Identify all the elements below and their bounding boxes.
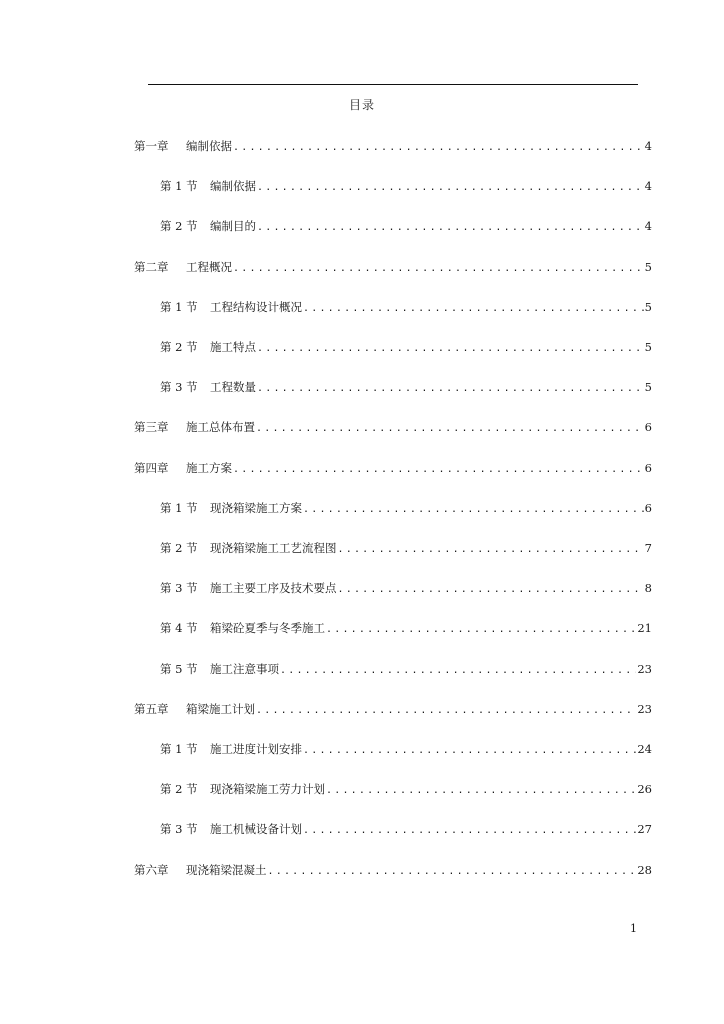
toc-entry-page: 6 <box>644 500 652 515</box>
toc-dot-leader <box>256 421 644 437</box>
toc-dot-leader <box>257 180 644 196</box>
toc-entry-number: 第二章 <box>134 259 169 274</box>
toc-entry[interactable] <box>134 862 652 880</box>
toc-entry-page: 5 <box>644 380 652 395</box>
toc-entry-number: 第 3 节 <box>160 581 198 596</box>
toc-entry-title: 施工注意事项 <box>210 661 279 676</box>
toc-dot-leader <box>257 220 644 236</box>
toc-entry-page: 7 <box>644 541 652 555</box>
toc-entry-number: 第一章 <box>134 139 169 153</box>
toc-entry-number: 第 2 节 <box>160 340 198 354</box>
toc-entry-number: 第五章 <box>134 701 169 716</box>
toc-entry-page: 6 <box>644 460 652 475</box>
toc-entry-number: 第 1 节 <box>160 742 198 756</box>
toc-dot-leader <box>268 864 637 880</box>
toc-dot-leader <box>303 823 636 839</box>
toc-entry-title: 现浇箱梁施工劳力计划 <box>210 782 325 797</box>
toc-entry[interactable] <box>160 540 652 558</box>
toc-entry[interactable] <box>160 741 652 759</box>
toc-entry[interactable] <box>160 781 652 799</box>
toc-dot-leader <box>338 582 644 598</box>
toc-entry-title: 施工进度计划安排 <box>210 742 302 756</box>
toc-entry-page: 5 <box>644 259 652 274</box>
toc-entry-number: 第 5 节 <box>160 661 198 676</box>
toc-entry-number: 第 1 节 <box>160 500 198 515</box>
toc-entry[interactable] <box>160 339 652 357</box>
toc-entry-page: 28 <box>637 862 652 877</box>
toc-entry[interactable] <box>160 379 652 397</box>
toc-dot-leader <box>256 703 636 719</box>
toc-entry-page: 26 <box>637 782 652 797</box>
toc-dot-leader <box>303 301 644 317</box>
toc-entry-title: 编制依据 <box>186 139 232 153</box>
toc-dot-leader <box>303 743 636 759</box>
toc-entry-title: 工程数量 <box>210 380 256 395</box>
toc-entry-title: 施工主要工序及技术要点 <box>210 581 337 596</box>
page-number: 1 <box>630 922 637 935</box>
toc-entry-number: 第 1 节 <box>160 179 198 194</box>
toc-entry-page: 4 <box>644 139 652 153</box>
toc-entry-number: 第 3 节 <box>160 822 198 837</box>
toc-entry[interactable] <box>160 620 652 638</box>
toc-entry-title: 现浇箱梁施工工艺流程图 <box>210 541 337 555</box>
toc-entry-page: 23 <box>637 661 652 676</box>
toc-entry-number: 第三章 <box>134 420 169 435</box>
toc-entry-title: 工程结构设计概况 <box>210 299 302 314</box>
toc-entry[interactable] <box>160 500 652 518</box>
toc-entry-number: 第 4 节 <box>160 621 198 636</box>
toc-entry-page: 6 <box>644 420 652 435</box>
toc-entry-page: 27 <box>637 822 652 837</box>
toc-dot-leader <box>326 783 636 799</box>
toc-dot-leader <box>233 462 644 478</box>
toc-entry[interactable] <box>160 178 652 196</box>
toc-entry-page: 8 <box>644 581 652 596</box>
toc-entry[interactable] <box>134 419 652 437</box>
toc-entry-page: 4 <box>644 179 652 194</box>
toc-entry-title: 工程概况 <box>186 259 232 274</box>
toc-entry-title: 编制目的 <box>210 219 256 234</box>
toc-dot-leader <box>257 341 644 357</box>
toc-entry-number: 第 2 节 <box>160 782 198 797</box>
toc-dot-leader <box>233 140 644 156</box>
toc-entry-number: 第 1 节 <box>160 299 198 314</box>
toc-entry-title: 施工机械设备计划 <box>210 822 302 837</box>
toc-dot-leader <box>233 261 644 277</box>
toc-entry-title: 施工总体布置 <box>186 420 255 435</box>
toc-dot-leader <box>326 622 636 638</box>
toc-dot-leader <box>257 381 644 397</box>
toc-entry-number: 第 2 节 <box>160 219 198 234</box>
toc-entry[interactable] <box>160 661 652 679</box>
toc-entry[interactable] <box>134 259 652 277</box>
toc-entry-title: 箱梁砼夏季与冬季施工 <box>210 621 325 636</box>
toc-entry[interactable] <box>134 701 652 719</box>
toc-entry-page: 24 <box>637 742 652 756</box>
toc-entry[interactable] <box>134 138 652 156</box>
toc-entry-number: 第四章 <box>134 460 169 475</box>
toc-entry-title: 施工特点 <box>210 340 256 354</box>
toc-entry-title: 箱梁施工计划 <box>186 701 255 716</box>
toc-dot-leader <box>280 663 636 679</box>
toc-entry-title: 编制依据 <box>210 179 256 194</box>
toc-entry-page: 4 <box>644 219 652 234</box>
toc-title: 目录 <box>348 98 375 112</box>
toc-entry-page: 21 <box>637 621 652 636</box>
toc-entry-page: 5 <box>644 340 652 354</box>
toc-entry-page: 23 <box>637 701 652 716</box>
toc-entry-page: 5 <box>644 299 652 314</box>
toc-entry[interactable] <box>160 299 652 317</box>
toc-dot-leader <box>303 502 644 518</box>
toc-entry[interactable] <box>160 821 652 839</box>
toc-entry[interactable] <box>160 580 652 598</box>
toc-entry-title: 现浇箱梁施工方案 <box>210 500 302 515</box>
toc-entry[interactable] <box>134 460 652 478</box>
toc-entry-title: 现浇箱梁混凝土 <box>186 862 267 877</box>
toc-entry-title: 施工方案 <box>186 460 232 475</box>
toc-entry-number: 第六章 <box>134 862 169 877</box>
toc-dot-leader <box>338 542 644 558</box>
toc-entry[interactable] <box>160 218 652 236</box>
toc-entry-number: 第 2 节 <box>160 541 198 555</box>
toc-entry-number: 第 3 节 <box>160 380 198 395</box>
